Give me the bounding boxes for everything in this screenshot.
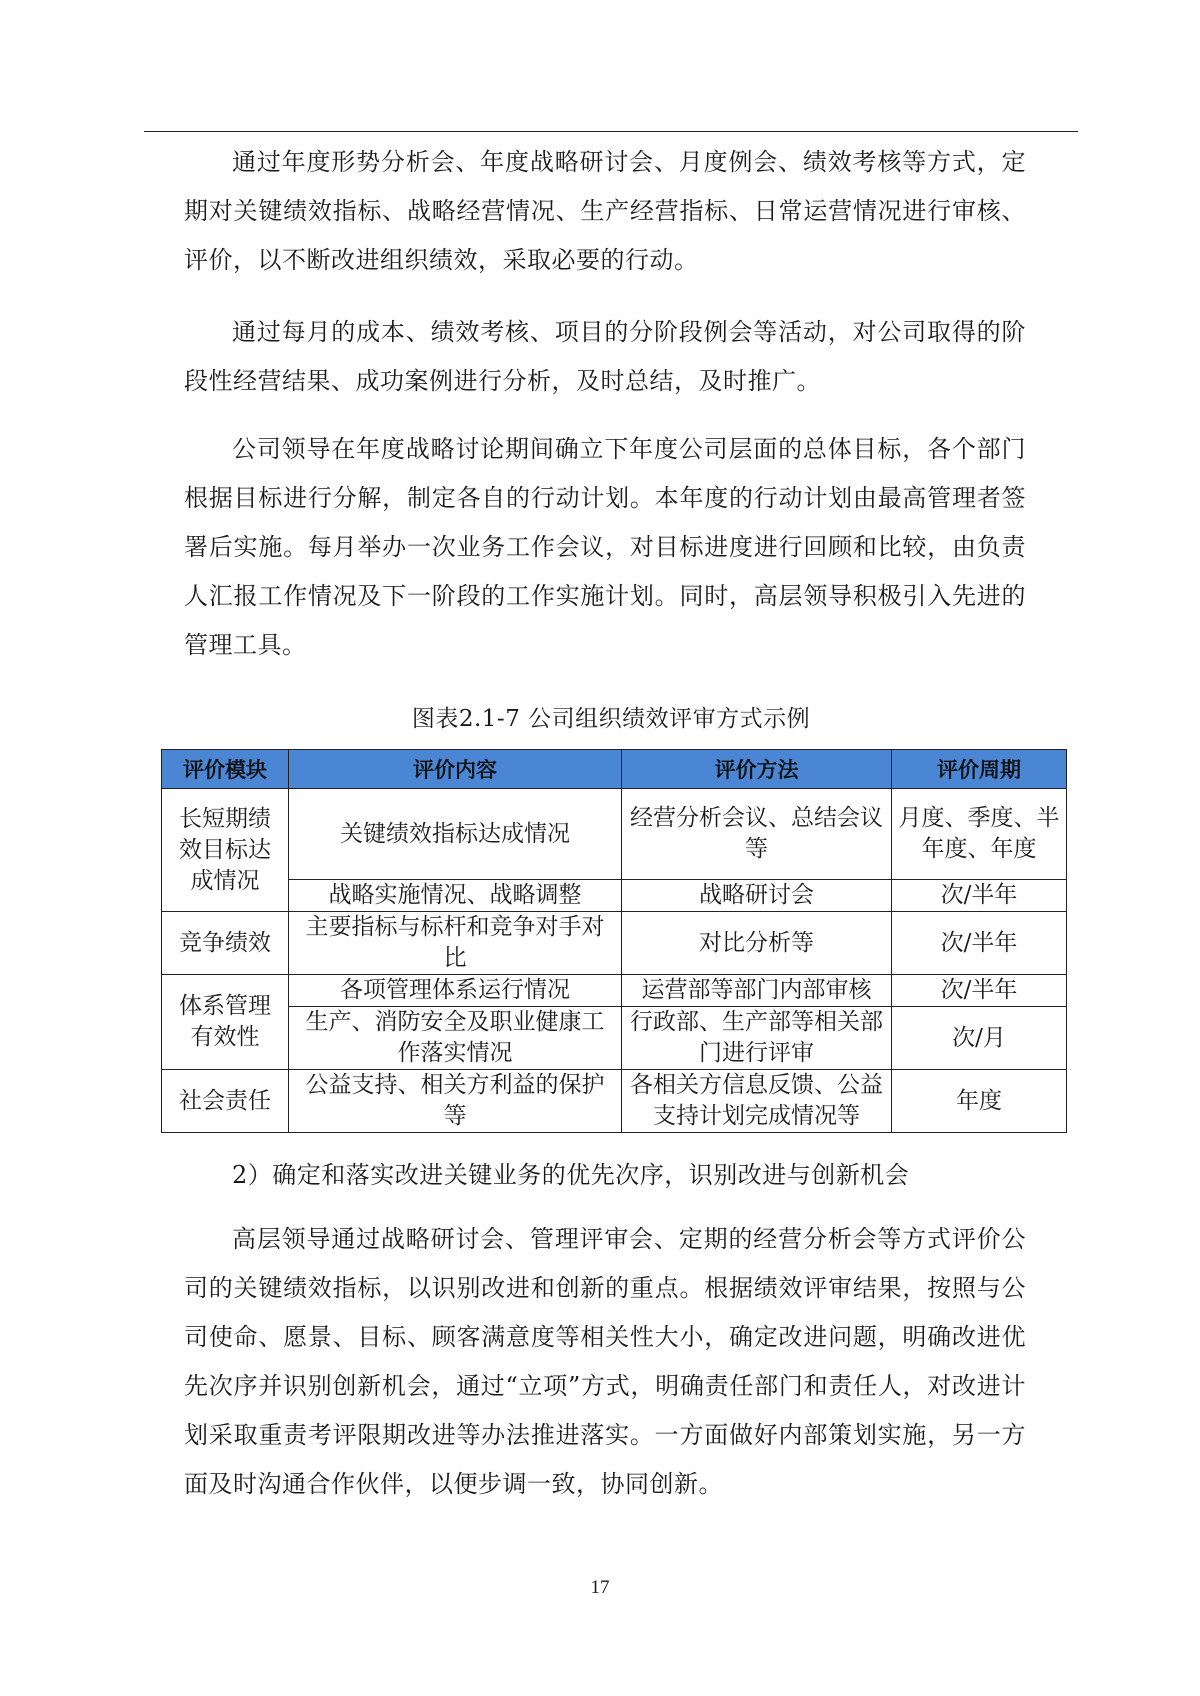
content-cell: 各项管理体系运行情况 [289, 975, 622, 1007]
table-row [162, 1007, 1067, 1070]
table-caption: 图表2.1-7 公司组织绩效评审方式示例 [411, 706, 811, 732]
table-row [162, 880, 1067, 912]
period-cell: 次/月 [892, 1007, 1067, 1070]
table-row [162, 789, 1067, 880]
paragraph-improvement-priorities: 高层领导通过战略研讨会、管理评审会、定期的经营分析会等方式评价公司的关键绩效指标，以识别改进和创新的重点。根据绩效评审结果，按照与公司使命、愿景、目标、顾客满意度等相关性大小，确定改进问题，明确改进优先次序并识别创新机会，通过“立项”方式，明确责任部门和责任人，对改进计划采取重责考评限期改进等办法推进落实。一方面做好内部策划实施，另一方面及时沟通合作伙伴，以便步调一致，协同创新。 [184, 1225, 1026, 1498]
header-period: 评价周期 [892, 750, 1067, 789]
header-module: 评价模块 [162, 750, 289, 789]
method-cell: 行政部、生产部等相关部门进行评审 [622, 1007, 892, 1070]
content-cell: 关键绩效指标达成情况 [289, 789, 622, 880]
paragraph-monthly-analysis: 通过每月的成本、绩效考核、项目的分阶段例会等活动，对公司取得的阶段性经营结果、成功案例进行分析，及时总结，及时推广。 [184, 318, 1026, 395]
method-cell: 对比分析等 [622, 912, 892, 975]
content-cell: 生产、消防安全及职业健康工作落实情况 [289, 1007, 622, 1070]
method-cell: 运营部等部门内部审核 [622, 975, 892, 1007]
table-row [162, 912, 1067, 975]
content-cell: 战略实施情况、战略调整 [289, 880, 622, 912]
table-row [162, 1070, 1067, 1133]
module-cell: 竞争绩效 [162, 912, 289, 975]
module-cell: 长短期绩效目标达成情况 [162, 789, 289, 912]
method-cell: 战略研讨会 [622, 880, 892, 912]
module-cell: 社会责任 [162, 1070, 289, 1133]
section-subheading: 2）确定和落实改进关键业务的优先次序，识别改进与创新机会 [232, 1161, 910, 1189]
header-rule [144, 131, 1078, 132]
period-cell: 次/半年 [892, 880, 1067, 912]
header-content: 评价内容 [289, 750, 622, 789]
content-cell: 主要指标与标杆和竞争对手对比 [289, 912, 622, 975]
header-method: 评价方法 [622, 750, 892, 789]
paragraph-review-methods: 通过年度形势分析会、年度战略研讨会、月度例会、绩效考核等方式，定期对关键绩效指标、战略经营情况、生产经营指标、日常运营情况进行审核、评价，以不断改进组织绩效，采取必要的行动。 [184, 148, 1026, 274]
performance-review-table [161, 749, 1067, 1133]
content-cell: 公益支持、相关方利益的保护等 [289, 1070, 622, 1133]
table-row [162, 975, 1067, 1007]
page-number: 17 [590, 1577, 610, 1598]
period-cell: 次/半年 [892, 975, 1067, 1007]
table-header-row [162, 750, 1067, 789]
period-cell: 月度、季度、半年度、年度 [892, 789, 1067, 880]
paragraph-annual-goals: 公司领导在年度战略讨论期间确立下年度公司层面的总体目标，各个部门根据目标进行分解，制定各自的行动计划。本年度的行动计划由最高管理者签署后实施。每月举办一次业务工作会议，对目标进度进行回顾和比较，由负责人汇报工作情况及下一阶段的工作实施计划。同时，高层领导积极引入先进的管理工具。 [184, 435, 1026, 659]
method-cell: 各相关方信息反馈、公益支持计划完成情况等 [622, 1070, 892, 1133]
module-cell: 体系管理有效性 [162, 975, 289, 1070]
period-cell: 次/半年 [892, 912, 1067, 975]
method-cell: 经营分析会议、总结会议等 [622, 789, 892, 880]
period-cell: 年度 [892, 1070, 1067, 1133]
